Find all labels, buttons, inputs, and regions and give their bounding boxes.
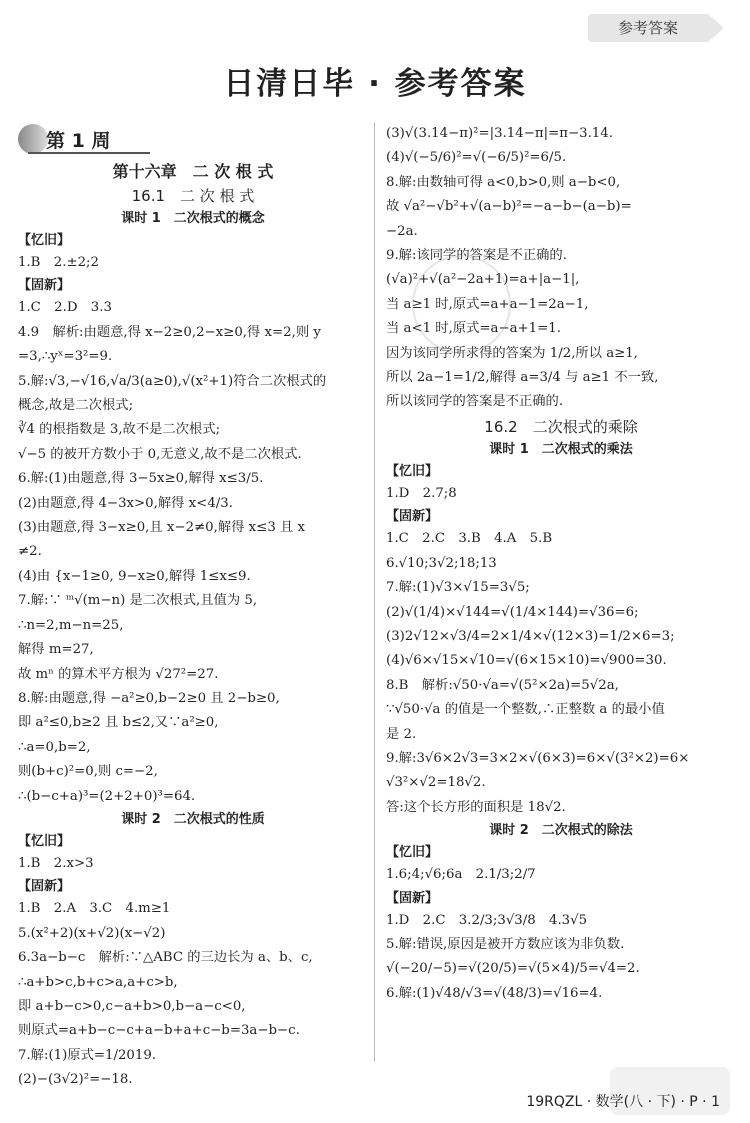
section-label: 【固新】	[18, 278, 71, 294]
chapter-title: 第十六章 二 次 根 式	[112, 162, 274, 181]
answer-line: 6.解:(1)√48/√3=√(48/3)=√16=4.	[386, 985, 603, 1001]
header-tab-arrow	[708, 14, 724, 42]
answer-line: 故 √a²−√b²+√(a−b)²=−a−b−(a−b)=	[386, 199, 632, 215]
right-column	[386, 122, 736, 1006]
week-label: 第 1 周	[46, 130, 111, 152]
lesson-title: 课时 1 二次根式的概念	[121, 211, 265, 226]
answer-list	[18, 831, 368, 1093]
answer-line: ∴(b−c+a)³=(2+2+0)³=64.	[18, 788, 196, 804]
answer-line: 当 a<1 时,原式=a−a+1=1.	[386, 321, 561, 337]
section-label: 【固新】	[386, 890, 439, 906]
left-column	[18, 160, 368, 1093]
section-label: 【忆旧】	[386, 845, 439, 861]
answer-list	[18, 230, 368, 809]
answer-line: (4)由 {x−1≥0, 9−x≥0,解得 1≤x≤9.	[18, 568, 251, 584]
answer-line: 1.B 2.±2;2	[18, 255, 99, 270]
answer-line: 6.3a−b−c 解析:∵△ABC 的三边长为 a、b、c,	[18, 950, 313, 966]
answer-line: 1.B 2.x>3	[18, 855, 94, 871]
watermark-stamp	[412, 255, 511, 354]
answer-line: 因为该同学所求得的答案为 1/2,所以 a≥1,	[386, 345, 638, 361]
answer-line: 当 a≥1 时,原式=a+a−1=2a−1,	[386, 296, 589, 312]
answer-line: 8.B 解析:√50·√a=√(5²×2a)=5√2a,	[386, 677, 619, 693]
answer-line: 9.解:该同学的答案是不正确的.	[386, 248, 567, 264]
answer-line: 则(b+c)²=0,则 c=−2,	[18, 764, 158, 780]
answer-line: (3)√(3.14−π)²=|3.14−π|=π−3.14.	[386, 126, 613, 141]
answer-line: (4)√(−5/6)²=√(−6/5)²=6/5.	[386, 150, 567, 166]
answer-list	[386, 842, 736, 1006]
answer-line: 6.解:(1)由题意,得 3−5x≥0,解得 x≤3/5.	[18, 471, 264, 487]
lesson-title: 课时 2 二次根式的除法	[489, 823, 633, 839]
answer-line: 9.解:3√6×2√3=3×2×√(6×3)=6×√(3²×2)=6×	[386, 750, 690, 766]
answer-line: (4)√6×√15×√10=√(6×15×10)=√900=30.	[386, 653, 667, 669]
answer-line: 则原式=a+b−c−c+a−b+a+c−b=3a−b−c.	[18, 1023, 300, 1039]
lesson-title: 课时 1 二次根式的乘法	[489, 441, 633, 457]
section-label: 【忆旧】	[18, 833, 71, 849]
answer-line: 7.解:(1)原式=1/2019.	[18, 1047, 157, 1063]
answer-line: √−5 的被开方数小于 0,无意义,故不是二次根式.	[18, 446, 302, 462]
answer-line: 1.D 2.C 3.2/3;3√3/8 4.3√5	[386, 912, 588, 928]
answer-line: 是 2.	[386, 726, 417, 742]
answer-line: 答:这个长方形的面积是 18√2.	[386, 799, 566, 815]
answer-line: ∵√50·√a 的值是一个整数,∴正整数 a 的最小值	[386, 702, 665, 718]
answer-line: (2)由题意,得 4−3x>0,解得 x<4/3.	[18, 495, 233, 511]
page-title: 日清日毕 · 参考答案	[223, 66, 527, 102]
answer-line: 5.(x²+2)(x+√2)(x−√2)	[18, 925, 166, 941]
answer-line: 7.解:(1)√3×√15=3√5;	[386, 580, 530, 596]
answer-line: ∴a=0,b=2,	[18, 739, 91, 755]
answer-line: 1.C 2.C 3.B 4.A 5.B	[386, 531, 553, 547]
week-badge-circle	[18, 124, 48, 154]
answer-line: ≠2.	[18, 544, 42, 560]
answer-line: (3)由题意,得 3−x≥0,且 x−2≠0,解得 x≤3 且 x	[18, 520, 306, 536]
answer-line: (2)√(1/4)×√144=√(1/4×144)=√36=6;	[386, 604, 639, 620]
page-footer: 19RQZL · 数学(八 · 下) · P · 1	[526, 1094, 720, 1110]
answer-line: 8.解:由题意,得 −a²≥0,b−2≥0 且 2−b≥0,	[18, 690, 280, 706]
answer-list	[386, 461, 736, 820]
answer-line: 概念,故是二次根式;	[18, 398, 134, 414]
answer-line: 1.B 2.A 3.C 4.m≥1	[18, 901, 171, 917]
section-label: 【忆旧】	[18, 233, 71, 248]
answer-line: 所以 2a−1=1/2,解得 a=3/4 与 a≥1 不一致,	[386, 370, 659, 386]
week-badge	[18, 124, 148, 160]
section-label: 【固新】	[18, 879, 71, 895]
answer-line: (3)2√12×√3/4=2×1/4×√(12×3)=1/2×6=3;	[386, 628, 675, 644]
answer-line: (2)−(3√2)²=−18.	[18, 1072, 133, 1088]
answer-line: 5.解:√3,−√16,√a/3(a≥0),√(x²+1)符合二次根式的	[18, 373, 327, 389]
lesson-title: 课时 2 二次根式的性质	[121, 811, 265, 827]
header-tab: 参考答案	[588, 14, 708, 42]
answer-line: 故 mⁿ 的算术平方根为 √27²=27.	[18, 666, 219, 682]
answer-line: ∛4 的根指数是 3,故不是二次根式;	[18, 422, 221, 438]
answer-line: 即 a+b−c>0,c−a+b>0,b−a−c<0,	[18, 998, 246, 1014]
answer-line: √3²×√2=18√2.	[386, 775, 486, 791]
answer-line: 6.√10;3√2;18;13	[386, 555, 497, 571]
answer-line: ∴a+b>c,b+c>a,a+c>b,	[18, 974, 178, 990]
answer-line: 所以该同学的答案是不正确的.	[386, 394, 564, 410]
answer-line: √(−20/−5)=√(20/5)=√(5×4)/5=√4=2.	[386, 961, 640, 977]
section-title: 16.1 二 次 根 式	[131, 187, 255, 205]
answer-line: 即 a²≤0,b≥2 且 b≤2,又∵a²≥0,	[18, 715, 219, 731]
column-divider	[374, 122, 375, 1062]
answer-line: 5.解:错误,原因是被开方数应该为非负数.	[386, 936, 625, 952]
answer-line: 1.6;4;√6;6a 2.1/3;2/7	[386, 867, 536, 883]
answer-line: 1.D 2.7;8	[386, 485, 457, 501]
answer-line: 7.解:∵ ᵐ√(m−n) 是二次根式,且值为 5,	[18, 593, 258, 609]
answer-line: 1.C 2.D 3.3	[18, 300, 112, 316]
answer-line: =3,∴yˣ=3²=9.	[18, 349, 113, 365]
section-label: 【固新】	[386, 509, 439, 525]
answer-line: ∴n=2,m−n=25,	[18, 617, 124, 633]
answer-line: (√a)²+√(a²−2a+1)=a+|a−1|,	[386, 272, 580, 288]
answer-line: 4.9 解析:由题意,得 x−2≥0,2−x≥0,得 x=2,则 y	[18, 324, 321, 340]
section-label: 【忆旧】	[386, 463, 439, 479]
answer-line: 8.解:由数轴可得 a<0,b>0,则 a−b<0,	[386, 174, 621, 190]
answer-line: −2a.	[386, 223, 418, 239]
section-title: 16.2 二次根式的乘除	[484, 417, 638, 436]
answer-line: 解得 m=27,	[18, 642, 94, 658]
